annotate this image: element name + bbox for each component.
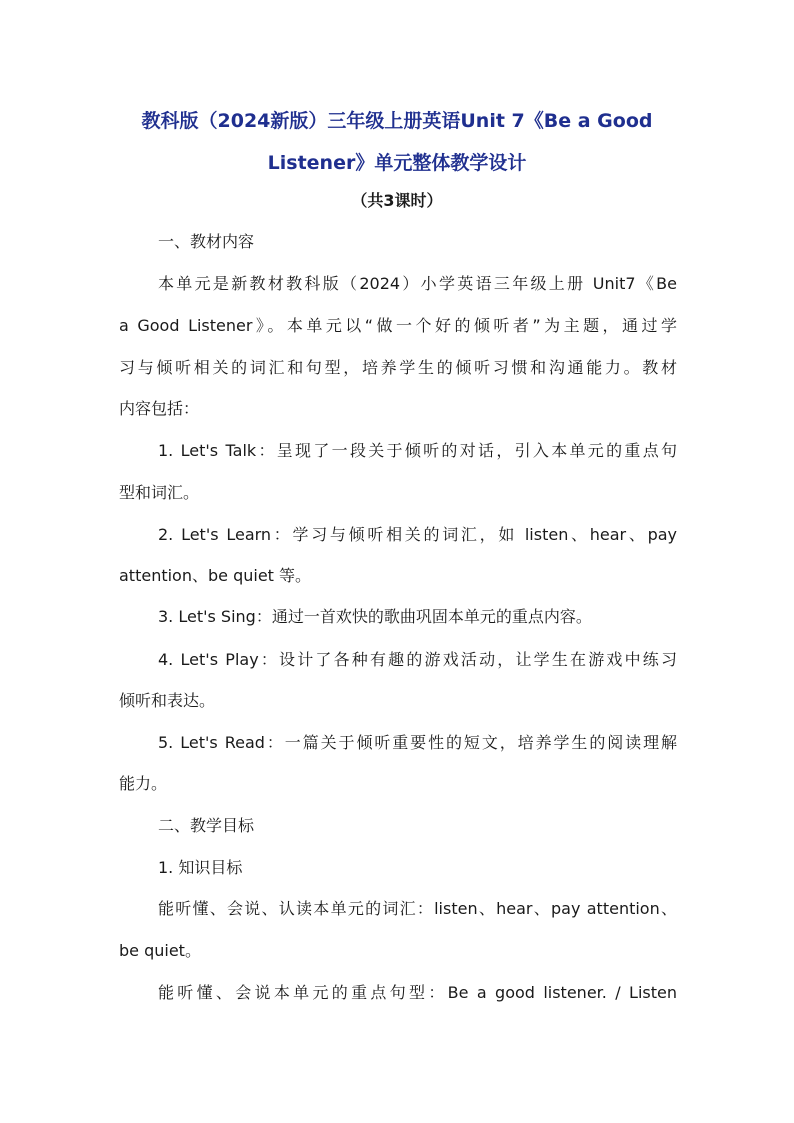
list-item-play-cont: 倾听和表达。 <box>119 691 216 710</box>
list-item-sing: 3. Let's Sing：通过一首欢快的歌曲巩固本单元的重点内容。 <box>158 607 592 626</box>
paragraph-line: a Good Listener》。本单元以“做一个好的倾听者”为主题，通过学 <box>119 316 677 335</box>
document-subtitle: （共3课时） <box>351 191 443 210</box>
paragraph-line: 能听懂、会说、认读本单元的词汇：listen、hear、pay attention、 <box>158 899 677 918</box>
paragraph-line: 本单元是新教材教科版（2024）小学英语三年级上册 Unit7《Be <box>158 274 677 293</box>
list-item-read-cont: 能力。 <box>119 774 168 793</box>
list-item-talk-cont: 型和词汇。 <box>119 483 200 502</box>
list-item-talk: 1. Let's Talk：呈现了一段关于倾听的对话，引入本单元的重点句 <box>158 441 677 460</box>
paragraph-line: 习与倾听相关的词汇和句型，培养学生的倾听习惯和沟通能力。教材 <box>119 358 677 377</box>
paragraph-line: 内容包括： <box>119 399 200 418</box>
paragraph-line: be quiet。 <box>119 941 201 960</box>
list-item-learn-cont: attention、be quiet 等。 <box>119 566 312 585</box>
list-item-learn: 2. Let's Learn：学习与倾听相关的词汇，如 listen、hear、pay <box>158 525 677 544</box>
document-title-line-1: 教科版（2024新版）三年级上册英语Unit 7《Be a Good <box>141 110 653 132</box>
goal-heading-knowledge: 1. 知识目标 <box>158 858 243 877</box>
section-heading-goals: 二、教学目标 <box>158 816 255 835</box>
document-title-line-2: Listener》单元整体教学设计 <box>267 152 527 174</box>
list-item-read: 5. Let's Read：一篇关于倾听重要性的短文，培养学生的阅读理解 <box>158 733 677 752</box>
section-heading-materials: 一、教材内容 <box>158 232 255 251</box>
paragraph-line: 能听懂、会说本单元的重点句型：Be a good listener. / Listen <box>158 983 677 1002</box>
list-item-play: 4. Let's Play：设计了各种有趣的游戏活动，让学生在游戏中练习 <box>158 650 677 669</box>
